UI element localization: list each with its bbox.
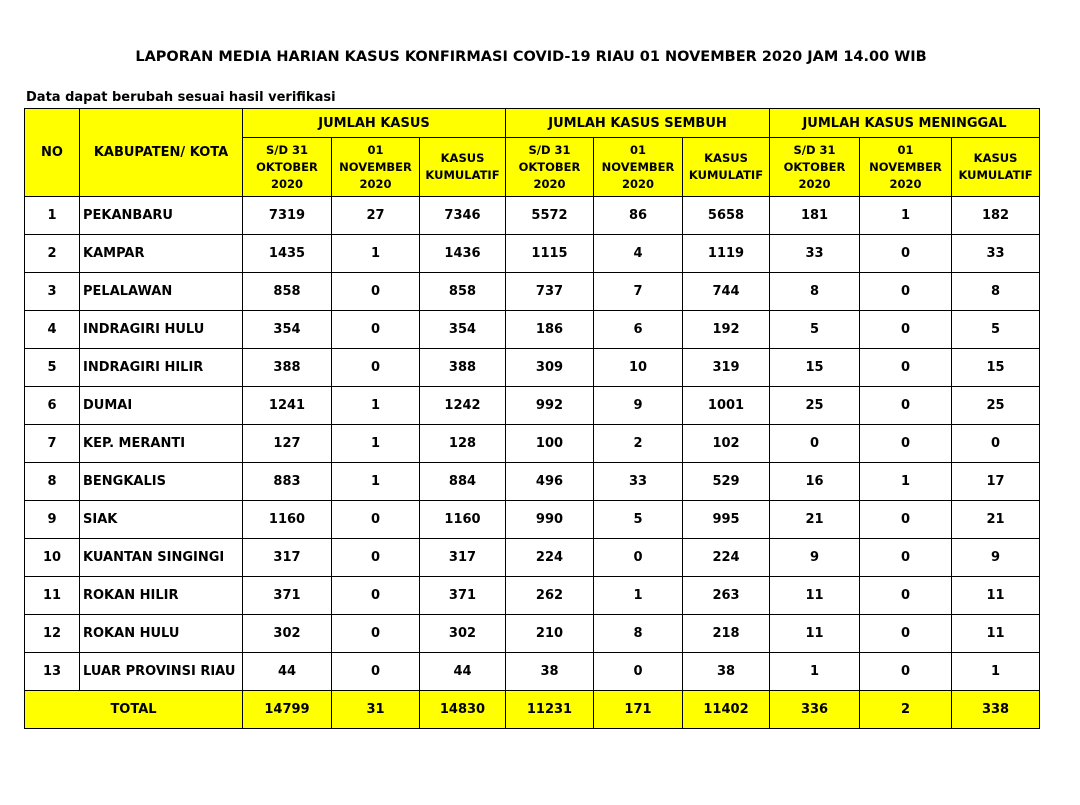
total-value: 2 bbox=[860, 691, 952, 729]
header-sub-line: KASUS bbox=[704, 151, 748, 165]
header-sub-line: S/D 31 bbox=[265, 142, 309, 157]
cell-value: 990 bbox=[506, 501, 594, 539]
cell-value: 1115 bbox=[506, 235, 594, 273]
header-sub-line: 01 bbox=[367, 142, 384, 157]
table-body bbox=[25, 197, 1040, 691]
table-row bbox=[25, 615, 1040, 653]
table-row bbox=[25, 197, 1040, 235]
cell-value: 0 bbox=[332, 349, 420, 387]
cell-value: 182 bbox=[952, 197, 1040, 235]
cell-value: 33 bbox=[594, 463, 683, 501]
cell-value: 5 bbox=[594, 501, 683, 539]
cell-value: 0 bbox=[860, 387, 952, 425]
cell-value: 388 bbox=[243, 349, 332, 387]
header-sub-line: OKTOBER bbox=[518, 159, 581, 174]
cell-no: 5 bbox=[25, 349, 80, 387]
cell-value: 0 bbox=[860, 273, 952, 311]
header-group-jumlah-sembuh: JUMLAH KASUS SEMBUH bbox=[506, 109, 770, 138]
cell-no: 9 bbox=[25, 501, 80, 539]
cell-value: 1242 bbox=[420, 387, 506, 425]
cell-value: 0 bbox=[860, 653, 952, 691]
cell-value: 0 bbox=[860, 235, 952, 273]
total-label: TOTAL bbox=[25, 691, 243, 729]
header-kabupaten: KABUPATEN/ KOTA bbox=[80, 109, 243, 197]
cell-value: 388 bbox=[420, 349, 506, 387]
cell-value: 0 bbox=[332, 273, 420, 311]
cell-value: 10 bbox=[594, 349, 683, 387]
header-sub-kasus-kumulatif bbox=[420, 138, 506, 197]
cell-value: 7346 bbox=[420, 197, 506, 235]
cell-value: 100 bbox=[506, 425, 594, 463]
cell-value: 7 bbox=[594, 273, 683, 311]
cell-value: 27 bbox=[332, 197, 420, 235]
cell-value: 25 bbox=[770, 387, 860, 425]
header-sub-line: KUMULATIF bbox=[958, 168, 1033, 182]
cell-value: 1160 bbox=[243, 501, 332, 539]
cell-value: 529 bbox=[683, 463, 770, 501]
header-sub-line: OKTOBER bbox=[783, 159, 846, 174]
cell-value: 1 bbox=[952, 653, 1040, 691]
covid-report-table bbox=[24, 108, 1040, 729]
cell-value: 11 bbox=[952, 577, 1040, 615]
cell-value: 102 bbox=[683, 425, 770, 463]
header-sub-line: NOVEMBER bbox=[339, 159, 412, 174]
cell-value: 5 bbox=[952, 311, 1040, 349]
header-group-row bbox=[25, 109, 1040, 138]
cell-value: 1119 bbox=[683, 235, 770, 273]
cell-value: 883 bbox=[243, 463, 332, 501]
cell-value: 1160 bbox=[420, 501, 506, 539]
total-row bbox=[25, 691, 1040, 729]
header-sub-line: OKTOBER bbox=[256, 159, 318, 174]
cell-value: 0 bbox=[594, 539, 683, 577]
cell-kabupaten: ROKAN HULU bbox=[80, 615, 243, 653]
cell-no: 1 bbox=[25, 197, 80, 235]
cell-value: 33 bbox=[952, 235, 1040, 273]
cell-no: 6 bbox=[25, 387, 80, 425]
cell-no: 2 bbox=[25, 235, 80, 273]
header-group-jumlah-kasus: JUMLAH KASUS bbox=[243, 109, 506, 138]
total-value: 11231 bbox=[506, 691, 594, 729]
cell-kabupaten: PEKANBARU bbox=[80, 197, 243, 235]
cell-value: 44 bbox=[243, 653, 332, 691]
cell-value: 8 bbox=[952, 273, 1040, 311]
cell-no: 10 bbox=[25, 539, 80, 577]
cell-value: 496 bbox=[506, 463, 594, 501]
cell-value: 262 bbox=[506, 577, 594, 615]
header-sub-line: KASUS bbox=[440, 151, 485, 165]
cell-value: 0 bbox=[332, 501, 420, 539]
cell-value: 995 bbox=[683, 501, 770, 539]
header-sub-line: KASUS bbox=[973, 151, 1018, 165]
cell-value: 127 bbox=[243, 425, 332, 463]
cell-value: 38 bbox=[506, 653, 594, 691]
cell-value: 9 bbox=[594, 387, 683, 425]
table-row bbox=[25, 501, 1040, 539]
cell-value: 0 bbox=[332, 615, 420, 653]
cell-value: 11 bbox=[952, 615, 1040, 653]
cell-value: 1435 bbox=[243, 235, 332, 273]
cell-value: 2 bbox=[594, 425, 683, 463]
cell-kabupaten: LUAR PROVINSI RIAU bbox=[80, 653, 243, 691]
cell-value: 25 bbox=[952, 387, 1040, 425]
header-sub-line: S/D 31 bbox=[793, 142, 836, 157]
cell-value: 1 bbox=[332, 425, 420, 463]
cell-kabupaten: DUMAI bbox=[80, 387, 243, 425]
header-sub-01-november bbox=[860, 138, 952, 197]
header-sub-line: S/D 31 bbox=[528, 142, 571, 157]
cell-value: 21 bbox=[770, 501, 860, 539]
cell-value: 33 bbox=[770, 235, 860, 273]
cell-value: 218 bbox=[683, 615, 770, 653]
cell-value: 319 bbox=[683, 349, 770, 387]
cell-value: 0 bbox=[860, 577, 952, 615]
cell-value: 0 bbox=[770, 425, 860, 463]
cell-no: 8 bbox=[25, 463, 80, 501]
cell-value: 884 bbox=[420, 463, 506, 501]
cell-value: 263 bbox=[683, 577, 770, 615]
cell-value: 128 bbox=[420, 425, 506, 463]
cell-value: 302 bbox=[420, 615, 506, 653]
total-value: 338 bbox=[952, 691, 1040, 729]
cell-value: 317 bbox=[420, 539, 506, 577]
cell-kabupaten: KEP. MERANTI bbox=[80, 425, 243, 463]
header-sub-line: 2020 bbox=[359, 176, 392, 191]
header-group-jumlah-meninggal: JUMLAH KASUS MENINGGAL bbox=[770, 109, 1040, 138]
cell-value: 11 bbox=[770, 577, 860, 615]
cell-value: 737 bbox=[506, 273, 594, 311]
cell-kabupaten: INDRAGIRI HULU bbox=[80, 311, 243, 349]
cell-no: 13 bbox=[25, 653, 80, 691]
header-sub-line: NOVEMBER bbox=[869, 159, 942, 174]
cell-value: 9 bbox=[952, 539, 1040, 577]
cell-value: 9 bbox=[770, 539, 860, 577]
cell-value: 5658 bbox=[683, 197, 770, 235]
cell-value: 186 bbox=[506, 311, 594, 349]
cell-value: 1241 bbox=[243, 387, 332, 425]
cell-value: 317 bbox=[243, 539, 332, 577]
cell-value: 38 bbox=[683, 653, 770, 691]
cell-value: 371 bbox=[243, 577, 332, 615]
header-sub-line: 2020 bbox=[798, 176, 831, 191]
total-value: 11402 bbox=[683, 691, 770, 729]
cell-value: 16 bbox=[770, 463, 860, 501]
cell-value: 1 bbox=[332, 235, 420, 273]
cell-value: 210 bbox=[506, 615, 594, 653]
cell-value: 44 bbox=[420, 653, 506, 691]
header-sub-sd-31-oktober bbox=[506, 138, 594, 197]
table-row bbox=[25, 539, 1040, 577]
cell-value: 192 bbox=[683, 311, 770, 349]
cell-value: 0 bbox=[594, 653, 683, 691]
cell-value: 0 bbox=[332, 577, 420, 615]
header-sub-line: 2020 bbox=[270, 176, 303, 191]
total-value: 14830 bbox=[420, 691, 506, 729]
cell-value: 15 bbox=[770, 349, 860, 387]
cell-kabupaten: ROKAN HILIR bbox=[80, 577, 243, 615]
cell-value: 858 bbox=[243, 273, 332, 311]
cell-value: 1 bbox=[332, 463, 420, 501]
cell-value: 86 bbox=[594, 197, 683, 235]
cell-value: 4 bbox=[594, 235, 683, 273]
cell-value: 5572 bbox=[506, 197, 594, 235]
cell-kabupaten: KAMPAR bbox=[80, 235, 243, 273]
cell-value: 15 bbox=[952, 349, 1040, 387]
header-sub-line: 2020 bbox=[621, 176, 654, 191]
cell-value: 858 bbox=[420, 273, 506, 311]
cell-no: 7 bbox=[25, 425, 80, 463]
header-sub-kasus-kumulatif bbox=[952, 138, 1040, 197]
cell-value: 11 bbox=[770, 615, 860, 653]
header-sub-line: 01 bbox=[897, 142, 914, 157]
cell-value: 7319 bbox=[243, 197, 332, 235]
total-value: 336 bbox=[770, 691, 860, 729]
cell-value: 302 bbox=[243, 615, 332, 653]
header-sub-line: 2020 bbox=[533, 176, 566, 191]
header-sub-line: 01 bbox=[629, 142, 646, 157]
cell-kabupaten: BENGKALIS bbox=[80, 463, 243, 501]
cell-no: 11 bbox=[25, 577, 80, 615]
cell-value: 0 bbox=[952, 425, 1040, 463]
cell-value: 744 bbox=[683, 273, 770, 311]
table-header bbox=[25, 109, 1040, 197]
verification-note: Data dapat berubah sesuai hasil verifikasi bbox=[26, 90, 336, 105]
header-sub-line: KUMULATIF bbox=[425, 168, 500, 182]
cell-value: 0 bbox=[860, 615, 952, 653]
cell-value: 17 bbox=[952, 463, 1040, 501]
cell-value: 371 bbox=[420, 577, 506, 615]
header-sub-line: 2020 bbox=[889, 176, 922, 191]
header-sub-01-november bbox=[332, 138, 420, 197]
cell-value: 1436 bbox=[420, 235, 506, 273]
cell-value: 0 bbox=[332, 653, 420, 691]
cell-value: 181 bbox=[770, 197, 860, 235]
cell-value: 1 bbox=[860, 197, 952, 235]
cell-kabupaten: PELALAWAN bbox=[80, 273, 243, 311]
cell-value: 1 bbox=[332, 387, 420, 425]
table-row bbox=[25, 425, 1040, 463]
cell-kabupaten: INDRAGIRI HILIR bbox=[80, 349, 243, 387]
header-sub-sd-31-oktober bbox=[770, 138, 860, 197]
cell-value: 0 bbox=[860, 425, 952, 463]
header-sub-line: KUMULATIF bbox=[688, 168, 764, 182]
table-row bbox=[25, 235, 1040, 273]
cell-value: 224 bbox=[683, 539, 770, 577]
table-row bbox=[25, 653, 1040, 691]
table-row bbox=[25, 349, 1040, 387]
header-sub-line: NOVEMBER bbox=[601, 159, 675, 174]
cell-kabupaten: KUANTAN SINGINGI bbox=[80, 539, 243, 577]
cell-value: 0 bbox=[332, 311, 420, 349]
cell-no: 12 bbox=[25, 615, 80, 653]
table-footer bbox=[25, 691, 1040, 729]
header-sub-01-november bbox=[594, 138, 683, 197]
header-no: NO bbox=[25, 109, 80, 197]
cell-no: 3 bbox=[25, 273, 80, 311]
header-sub-kasus-kumulatif bbox=[683, 138, 770, 197]
total-value: 31 bbox=[332, 691, 420, 729]
cell-value: 309 bbox=[506, 349, 594, 387]
cell-value: 8 bbox=[770, 273, 860, 311]
total-value: 14799 bbox=[243, 691, 332, 729]
table-row bbox=[25, 387, 1040, 425]
cell-value: 0 bbox=[860, 349, 952, 387]
cell-value: 224 bbox=[506, 539, 594, 577]
cell-value: 354 bbox=[243, 311, 332, 349]
report-title: LAPORAN MEDIA HARIAN KASUS KONFIRMASI COVID-19 RIAU 01 NOVEMBER 2020 JAM 14.00 WIB bbox=[135, 49, 927, 65]
cell-value: 6 bbox=[594, 311, 683, 349]
cell-value: 1 bbox=[770, 653, 860, 691]
cell-value: 8 bbox=[594, 615, 683, 653]
table-row bbox=[25, 273, 1040, 311]
cell-kabupaten: SIAK bbox=[80, 501, 243, 539]
cell-value: 992 bbox=[506, 387, 594, 425]
cell-value: 1 bbox=[860, 463, 952, 501]
cell-value: 5 bbox=[770, 311, 860, 349]
cell-value: 1 bbox=[594, 577, 683, 615]
cell-value: 0 bbox=[860, 539, 952, 577]
cell-value: 0 bbox=[332, 539, 420, 577]
cell-value: 1001 bbox=[683, 387, 770, 425]
cell-value: 354 bbox=[420, 311, 506, 349]
header-sub-sd-31-oktober bbox=[243, 138, 332, 197]
total-value: 171 bbox=[594, 691, 683, 729]
cell-value: 0 bbox=[860, 311, 952, 349]
cell-value: 0 bbox=[860, 501, 952, 539]
table-row bbox=[25, 311, 1040, 349]
table-row bbox=[25, 463, 1040, 501]
cell-value: 21 bbox=[952, 501, 1040, 539]
cell-no: 4 bbox=[25, 311, 80, 349]
table-row bbox=[25, 577, 1040, 615]
